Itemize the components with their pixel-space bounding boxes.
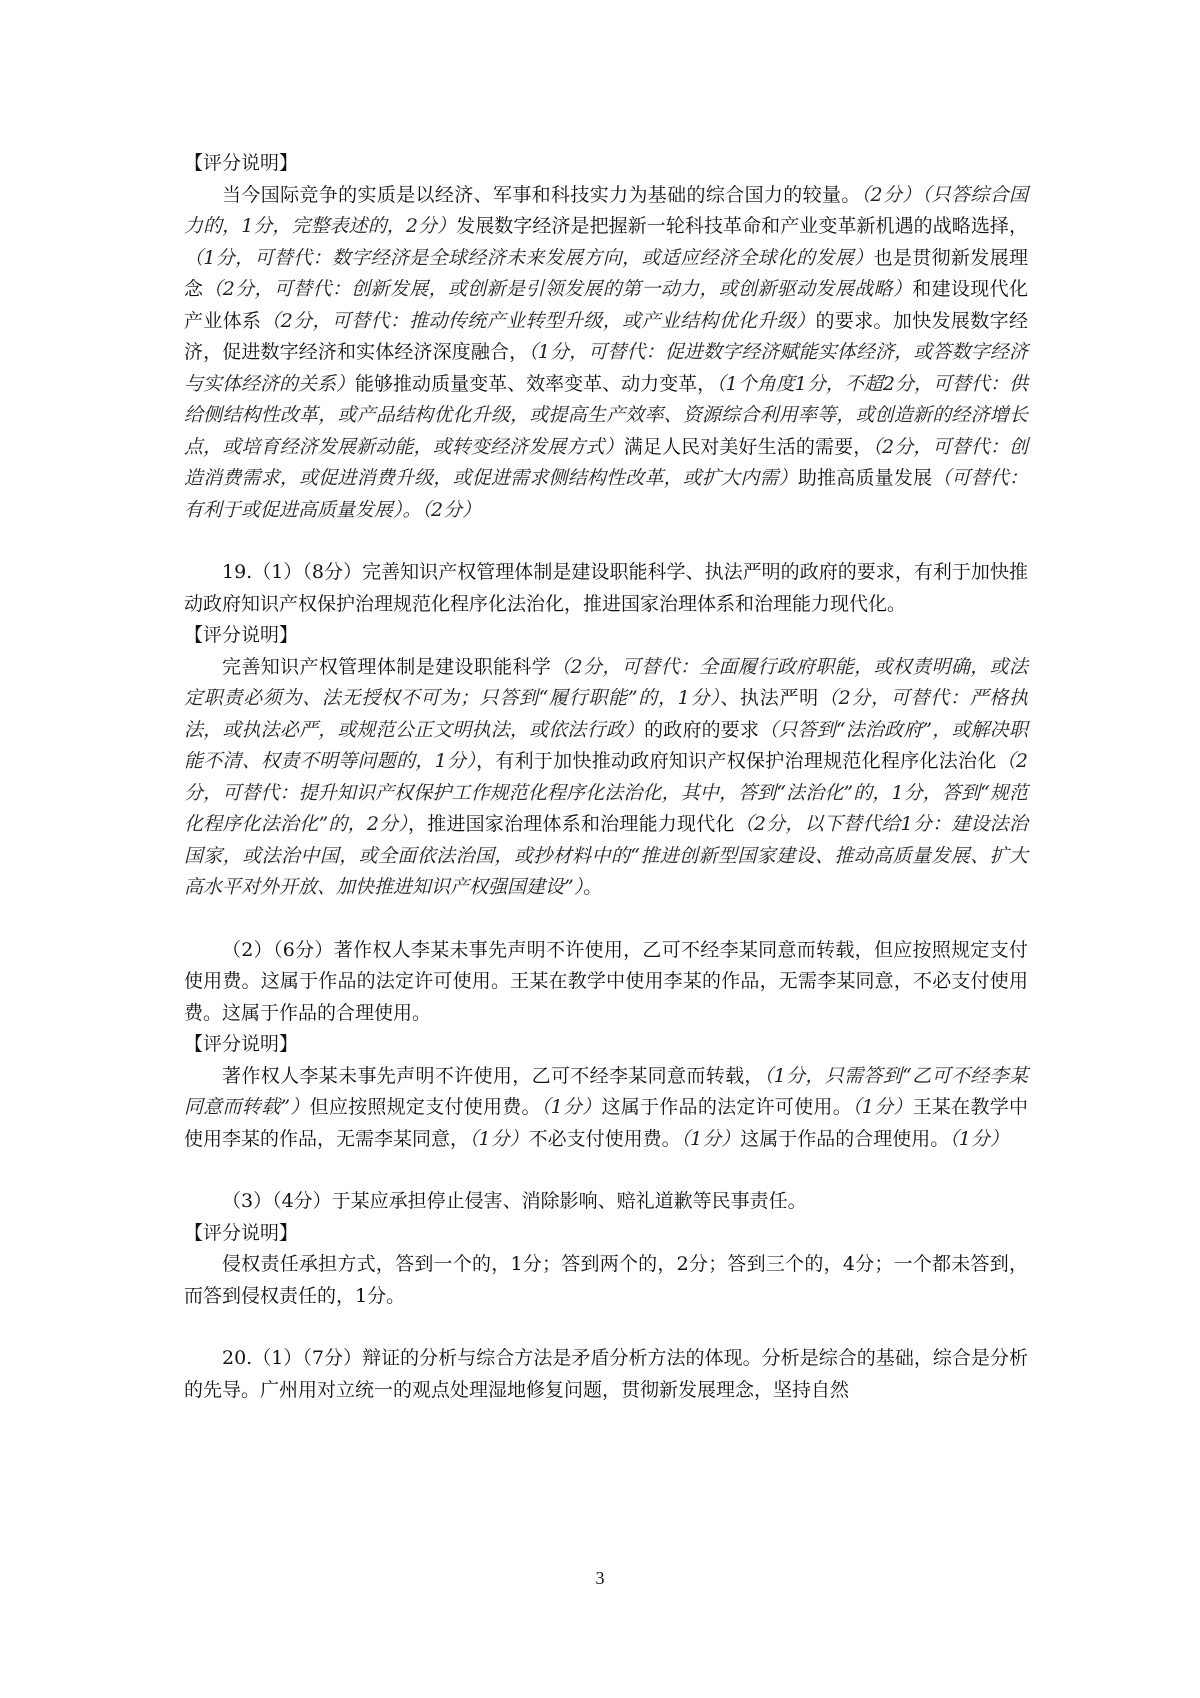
answer-text: 发展数字经济是把握新一轮科技革命和产业变革新机遇的战略选择， [456, 215, 1028, 237]
question-20-1-answer: 20.（1）（7分）辩证的分析与综合方法是矛盾分析方法的体现。分析是综合的基础，综合是分析的先导。广州用对立统一的观点处理湿地修复问题，贯彻新发展理念，坚持自然 [184, 1347, 1028, 1401]
scoring-criteria-note: （只答到“法治政府”，或解决职能不清、权责不明等问题的，1分） [184, 718, 1028, 772]
answer-text: ，推进国家治理体系和治理能力现代化 [408, 813, 735, 835]
scoring-criteria-note: （2分，可替代：严格执法，或执法必严，或规范公正文明执法，或依法行政） [184, 687, 1028, 741]
scoring-criteria-note: （1分） [851, 1096, 913, 1118]
question-19-3-scoring: 侵权责任承担方式，答到一个的，1分；答到两个的，2分；答到三个的，4分；一个都未答到，而答到侵权责任的，1分。 [184, 1253, 1028, 1307]
scoring-criteria-note: （2分，可替代：推动传统产业转型升级，或产业结构优化升级） [261, 309, 816, 332]
scoring-criteria-note: （2分）（只答综合国力的，1分，完整表述的，2分） [184, 183, 1028, 237]
question-19-1-answer: 19.（1）（8分）完善知识产权管理体制是建设职能科学、执法严明的政府的要求，有利于加快推动政府知识产权保护治理规范化程序化法治化，推进国家治理体系和治理能力现代化。 [184, 561, 1028, 615]
scoring-criteria-note: （2分，可替代：创造消费需求，或促进消费升级，或促进需求侧结构性改革，或扩大内需） [184, 435, 1028, 489]
answer-text: 的要求。加快发展数字经济，促进数字经济和实体经济深度融合， [184, 309, 1028, 363]
scoring-criteria-note: （1分，可替代：促进数字经济赋能实体经济，或答数字经济与实体经济的关系） [184, 341, 1028, 395]
answer-text: 。 [583, 876, 603, 898]
scoring-criteria-note: （1分） [469, 1127, 529, 1150]
answer-text: 著作权人李某未事先声明不许使用，乙可不经李某同意而转载， [222, 1064, 764, 1087]
answer-text: 的政府的要求 [644, 718, 760, 741]
scoring-criteria-note: （2分，可替代：创新发展，或创新是引领发展的第一动力，或创新驱动发展战略） [203, 278, 913, 300]
answer-text: 这属于作品的法定许可使用。 [601, 1096, 852, 1118]
scoring-note-heading: 【评分说明】 [184, 1221, 299, 1244]
scoring-criteria-note: （1分） [540, 1096, 602, 1118]
scoring-criteria-note: （1分） [680, 1127, 741, 1150]
answer-text: 这属于作品的合理使用。 [740, 1127, 950, 1150]
answer-text: 和建设现代化产业体系 [184, 278, 1028, 332]
scoring-note-heading: 【评分说明】 [184, 624, 299, 646]
scoring-criteria-note: （2分，可替代：全面履行政府职能，或权责明确，或法定职责必须为、法无授权不可为；只答到“履行职能”的，1分） [184, 655, 1028, 709]
spacer [184, 1312, 1028, 1343]
answer-text: 、执法严明 [720, 687, 819, 709]
scoring-criteria-note: （2分，可替代：提升知识产权保护工作规范化程序化法治化，其中，答到“法治化”的，1分，答到“规范化程序化法治化”的，2分） [184, 750, 1028, 835]
spacer [184, 526, 1028, 557]
answer-text: 当今国际竞争的实质是以经济、军事和科技实力为基础的综合国力的较量。 [222, 183, 861, 206]
answer-text: 也是贯彻新发展理念 [184, 246, 1028, 300]
scoring-criteria-note: （1个角度1分，不超2分，可替代：供给侧结构性改革，或产品结构优化升级，或提高生产效率、资源综合利用率等，或创造新的经济增长点，或培育经济发展新动能，或转变经济发展方式） [184, 372, 1028, 458]
answer-text: 满足人民对美好生活的需要， [623, 435, 873, 458]
page-number: 3 [595, 1568, 605, 1588]
scoring-criteria-note: （1分，可替代：数字经济是全球经济未来发展方向，或适应经济全球化的发展） [184, 246, 874, 269]
spacer [184, 904, 1028, 935]
question-19-3-answer: （3）（4分）于某应承担停止侵害、消除影响、赔礼道歉等民事责任。 [222, 1190, 807, 1212]
answer-text: 但应按照规定支付使用费。 [309, 1096, 541, 1118]
scoring-explanation-paragraph [184, 180, 1028, 527]
scoring-criteria-note: （1分） [949, 1127, 1009, 1150]
scoring-note-heading: 【评分说明】 [184, 152, 299, 174]
answer-text: 助推高质量发展 [797, 467, 933, 489]
scoring-criteria-note: （可替代：有利于或促进高质量发展）。（2分） [184, 467, 1028, 521]
question-19-1-scoring [184, 652, 1028, 904]
scoring-criteria-note: （2分，以下替代给1分：建设法治国家，或法治中国，或全面依法治国，或抄材料中的“推进创新型国家建设、推动高质量发展、扩大高水平对外开放、加快推进知识产权强国建设”） [184, 813, 1028, 898]
answer-text: 不必支付使用费。 [528, 1127, 681, 1150]
scoring-criteria-note: （1分，只需答到“乙可不经李某同意而转载”） [184, 1064, 1028, 1118]
document-body [184, 148, 1028, 1406]
question-19-2-answer: （2）（6分）著作权人李某未事先声明不许使用，乙可不经李某同意而转载，但应按照规定支付使用费。这属于作品的法定许可使用。王某在教学中使用李某的作品，无需李某同意，不必支付使用费。这属于作品的合理使用。 [184, 938, 1028, 1024]
scoring-note-heading: 【评分说明】 [184, 1033, 299, 1055]
answer-text: 完善知识产权管理体制是建设职能科学 [222, 655, 552, 678]
answer-text: 能够推动质量变革、效率变革、动力变革， [355, 372, 717, 395]
answer-text: 王某在教学中使用李某的作品，无需李某同意， [184, 1096, 1028, 1150]
answer-text: ，有利于加快推动政府知识产权保护治理规范化程序化法治化 [476, 750, 997, 772]
question-19-2-scoring [184, 1061, 1028, 1156]
spacer [184, 1155, 1028, 1186]
